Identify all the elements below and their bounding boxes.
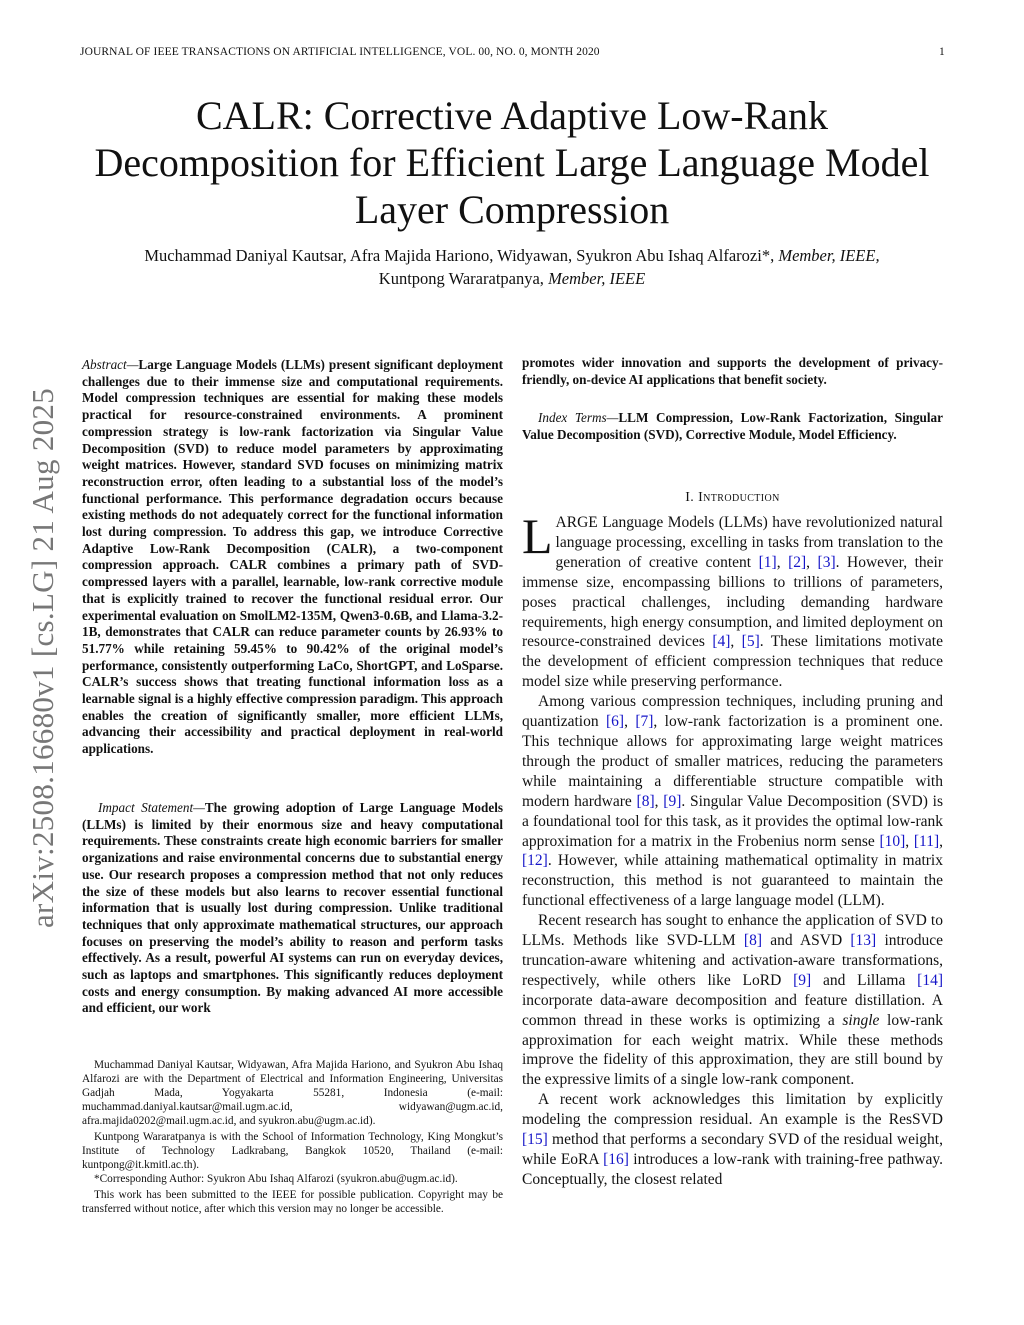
abstract-label: Abstract— — [82, 357, 139, 372]
citation-link[interactable]: [4] — [712, 633, 731, 651]
citation-link[interactable]: [14] — [917, 971, 943, 989]
paper-title — [40, 92, 984, 233]
citation-link[interactable]: [1] — [758, 553, 777, 571]
footnote-affiliation-2: Kuntpong Wararatpanya is with the School of Information Technology, King Mongkut’s Institute of Technology Ladkrabang, Bangkok 10520, Thailand (e-mail: kuntpong@it.kmitl.ac.th). — [82, 1131, 503, 1171]
citation-link[interactable]: [16] — [603, 1151, 629, 1168]
author-names-2: Kuntpong Wararatpanya, — [378, 269, 544, 288]
author-list — [60, 244, 964, 290]
abstract-block — [82, 357, 503, 758]
index-terms-label: Index Terms— — [538, 410, 619, 425]
citation-link[interactable]: [5] — [741, 633, 760, 651]
index-terms-paragraph — [522, 410, 943, 443]
author-role-2: Member, IEEE — [548, 269, 646, 288]
footnote-submission: This work has been submitted to the IEEE for possible publication. Copyright may be transferred without notice, after which this version may no longer be accessible. — [82, 1189, 503, 1215]
impact-block — [82, 800, 503, 1017]
journal-header: JOURNAL OF IEEE TRANSACTIONS ON ARTIFICIAL INTELLIGENCE, VOL. 00, NO. 0, MONTH 2020 — [80, 46, 600, 58]
section-heading-introduction — [522, 490, 943, 506]
intro-paragraph-3: Recent research has sought to enhance the application of SVD to LLMs. Methods like SVD-LLM [8] and ASVD [13] introduce truncation-aware whitening and activation-aware transformations, respectively, while others like LoRD [9] and Lillama [14] incorporate data-aware decomposition and feature distillation. A common thread in these works is optimizing a single low-rank approximation for each weight matrix. While these methods improve the fidelity of this approximation, they are still bound by the expressive limits of a single low-rank component. — [522, 912, 944, 1089]
title-line-1: CALR: Corrective Adaptive Low-Rank — [195, 93, 829, 138]
section-title: Introduction — [698, 490, 780, 505]
intro-paragraph-1: LARGE Language Models (LLMs) have revolutionized natural language processing, excelling in tasks from translation to the generation of creative content [1], [2], [3]. However, their immense size, encompassing billions to trillions of parameters, poses practical challenges, including demanding hardware requirements, high energy consumption, and limited deployment on resource-constrained devices [4], [5]. These limitations motivate the development of efficient compression techniques that reduce model size while preserving performance. — [522, 508, 943, 691]
title-line-3: Layer Compression — [354, 187, 670, 232]
impact-label: Impact Statement— — [98, 800, 205, 815]
author-names-1: Muchammad Daniyal Kautsar, Afra Majida Hariono, Widyawan, Syukron Abu Ishaq Alfarozi*, — [144, 246, 775, 265]
citation-link[interactable]: [2] — [788, 553, 807, 571]
index-terms-text: LLM Compression, Low-Rank Factorization, Singular Value Decomposition (SVD), Corrective Module, Model Efficiency. — [522, 410, 943, 442]
impact-continuation-block — [522, 355, 943, 388]
impact-text: The growing adoption of Large Language Models (LLMs) is limited by their enormous size and heavy computational requirements. These constraints create high economic barriers for smaller organizations and raise environmental concerns due to substantial energy use. Our research proposes a compression method that not only reduces the size of these models but also learns to recover essential functional information that is usually lost during compression. Unlike traditional techniques that only approximate mathematical structures, our approach focuses on preserving the model’s ability to reason and perform tasks effectively. As a result, powerful AI systems can run on everyday devices, such as laptops and smartphones. This significantly reduces deployment costs and energy consumption. By making advanced AI more accessible and efficient, our work — [82, 800, 503, 1016]
citation-link[interactable]: [13] — [850, 932, 877, 950]
abstract-paragraph — [82, 357, 503, 758]
citation-link[interactable]: [11] — [913, 832, 940, 850]
drop-cap: L — [522, 508, 553, 564]
section-number: I. — [685, 490, 695, 505]
citation-link[interactable]: [9] — [663, 792, 682, 810]
page-number: 1 — [939, 46, 945, 58]
footnotes — [82, 1058, 503, 1216]
footnote-affiliation-1: Muchammad Daniyal Kautsar, Widyawan, Afra Majida Hariono, and Syukron Abu Ishaq Alfarozi are with the Department of Electrical and Information Engineering, Universitas Gadjah Mada, Yogyakarta 55281, Indonesia (e-mail: muchammad.daniyal.kautsar@mail.ugm.ac.id, widyawan@ugm.ac.id, afra.majida0202@mail.ugm.ac.id, and syukron.abu@ugm.ac.id). — [82, 1059, 503, 1127]
citation-link[interactable]: [12] — [522, 852, 548, 870]
citation-link[interactable]: [8] — [636, 792, 655, 810]
citation-link[interactable]: [7] — [635, 713, 654, 731]
footnote-corresponding: *Corresponding Author: Syukron Abu Ishaq Alfarozi (syukron.abu@ugm.ac.id). — [94, 1173, 458, 1185]
index-terms-block — [522, 410, 943, 443]
impact-paragraph — [82, 800, 503, 1017]
citation-link[interactable]: [9] — [793, 971, 812, 989]
title-line-2: Decomposition for Efficient Large Language Model — [94, 140, 930, 185]
intro-paragraph-2: Among various compression techniques, including pruning and quantization [6], [7], low-rank factorization is a prominent one. This technique allows for approximating large weight matrices through the product of smaller matrices, reducing the parameters while maintaining a differentiable structure compatible with modern hardware [8], [9]. Singular Value Decomposition (SVD) is a foundational tool for this task, as it provides the optimal low-rank approximation for a matrix in the Frobenius norm sense [10], [11], [12]. However, while attaining mathematical optimality in matrix reconstruction, this method is not guaranteed to maintain the functional effectiveness of a large language model (LLM). — [522, 693, 944, 910]
intro-paragraph-4: A recent work acknowledges this limitation by explicitly modeling the compression residual. An example is the ResSVD [15] method that performs a secondary SVD of the residual weight, while EoRA [16] introduces a low-rank with training-free pathway. Conceptually, the closest related — [522, 1091, 943, 1188]
citation-link[interactable]: [15] — [522, 1131, 548, 1149]
arxiv-identifier: arXiv:2508.16680v1 [cs.LG] 21 Aug 2025 — [25, 387, 60, 929]
abstract-text: Large Language Models (LLMs) present significant deployment challenges due to their immense size and computational requirements. Model compression techniques are essential for making these models practical for resource-constrained environments. A prominent compression strategy is low-rank factorization via Singular Value Decomposition (SVD) to reduce model parameters by approximating weight matrices. However, standard SVD focuses on minimizing matrix reconstruction error, often leading to a substantial loss of the model’s functional performance. This performance degradation occurs because existing methods do not adequately correct for the functional information lost during compression. To address this gap, we introduce Corrective Adaptive Low-Rank Decomposition (CALR), a two-component compression approach. CALR combines a primary path of SVD-compressed layers with a parallel, learnable, low-rank corrective module that is explicitly trained to recover the functional residual error. Our experimental evaluation on SmolLM2-135M, Qwen3-0.6B, and Llama-3.2-1B, demonstrates that CALR can reduce parameter counts by 26.93% to 51.77% while retaining 59.45% to 90.42% of the original model’s performance, consistently outperforming LaCo, ShortGPT, and LoSparse. CALR’s success shows that treating functional information loss as a learnable signal is a highly effective compression paradigm. This approach enables the creation of significantly smaller, more efficient LLMs, advancing their accessibility and practical deployment in real-world applications. — [82, 357, 503, 757]
citation-link[interactable]: [6] — [606, 713, 625, 731]
impact-continuation: promotes wider innovation and supports the development of privacy-friendly, on-device AI applications that benefit society. — [522, 355, 943, 387]
citation-link[interactable]: [10] — [879, 832, 906, 850]
citation-link[interactable]: [8] — [743, 932, 762, 950]
author-role-1: Member, IEEE, — [778, 246, 880, 265]
citation-link[interactable]: [3] — [817, 553, 836, 571]
introduction-body — [522, 508, 944, 1190]
